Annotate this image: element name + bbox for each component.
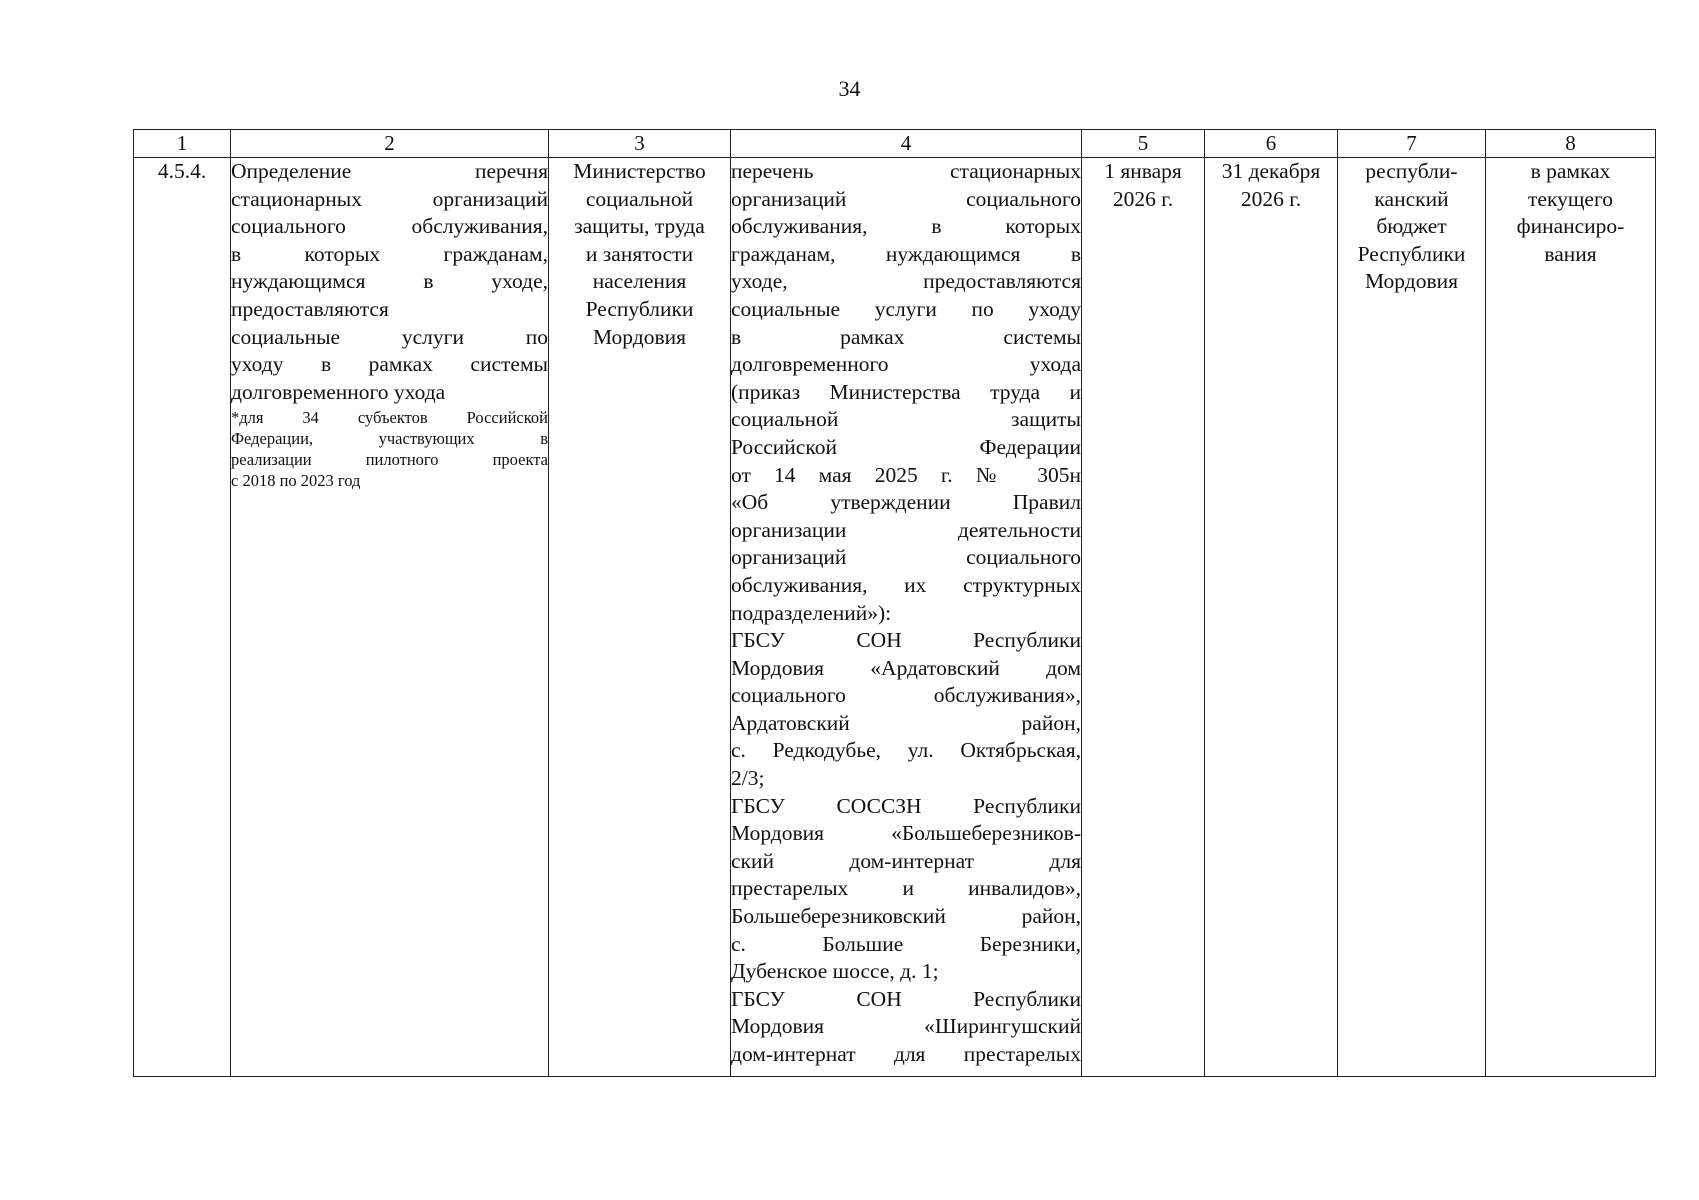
start-date [1082,158,1205,1077]
expected-result [731,158,1082,1077]
text-line: 2026 г. [1240,186,1302,211]
column-header-3: 3 [549,130,731,158]
text-line: 2026 г. [1112,186,1174,211]
text-line: перечень стационарных [731,159,1081,183]
text-line: социального обслуживания», [731,683,1081,708]
text-line: Дубенское шоссе, д. 1; [731,959,939,984]
item-number: 4.5.4. [134,158,231,1077]
text-line: защиты, труда [574,214,705,239]
text-line: Российской Федерации [731,434,1081,459]
column-header-1: 1 [134,130,231,158]
page-number: 34 [838,76,861,101]
table-row [134,158,1656,1077]
column-header-6: 6 [1205,130,1338,158]
text-line: Республики [585,296,694,321]
expected-result-text [731,158,1081,1069]
text-line: реализации пилотного проекта [231,450,548,470]
text-line: обслуживания, в которых [731,214,1081,239]
text-line: 31 декабря [1221,159,1321,183]
text-line: ГБСУ СОССЗН Республики [731,793,1081,818]
text-line: Мордовия [1364,269,1459,294]
text-line: дом-интернат для престарелых [731,1042,1081,1066]
text-line: предоставляются [231,296,389,321]
text-line: организации деятельности [731,517,1081,542]
text-line: Республики [1357,241,1466,266]
text-line: социальной [585,186,694,211]
funding-source-text [1338,158,1485,296]
text-line: ГБСУ СОН Республики [731,986,1081,1011]
text-line: обслуживания, их структурных [731,572,1081,597]
text-line: долговременного ухода [731,352,1081,377]
text-line: социального обслуживания, [231,214,548,239]
text-line: от 14 мая 2025 г. № 305н [731,462,1081,487]
text-line: населения [592,269,687,294]
text-line: Мордовия «Ширингушский [731,1014,1081,1039]
text-line: Большеберезниковский район, [731,904,1081,929]
text-line: ский дом-интернат для [731,848,1081,873]
activity-description [231,158,549,1077]
start-date-text [1082,158,1204,213]
text-line: (приказ Министерства труда и [731,379,1081,404]
text-line: ГБСУ СОН Республики [731,628,1081,653]
end-date [1205,158,1338,1077]
text-line: социальные услуги по [231,324,548,349]
text-line: подразделений»): [731,600,892,625]
text-line: социальной защиты [731,407,1081,432]
activity-footnote [231,407,548,491]
text-line: с 2018 по 2023 год [231,471,361,491]
text-line: стационарных организаций [231,186,548,211]
text-line: Мордовия [592,324,687,349]
text-line: Мордовия «Ардатовский дом [731,655,1081,680]
text-line: канский [1374,186,1449,211]
funding-amount [1486,158,1656,1077]
column-header-4: 4 [731,130,1082,158]
text-line: уходе, предоставляются [731,269,1081,294]
column-header-5: 5 [1082,130,1205,158]
funding-amount-text [1486,158,1655,268]
text-line: с. Большие Березники, [731,931,1081,956]
text-line: долговременного ухода [231,379,446,404]
text-line: 2/3; [731,766,765,791]
end-date-text [1205,158,1337,213]
column-header-2: 2 [231,130,549,158]
text-line: нуждающимся в уходе, [231,269,548,294]
plan-table [133,129,1656,1077]
text-line: бюджет [1376,214,1447,239]
text-line: престарелых и инвалидов», [731,876,1081,901]
responsible-executor [549,158,731,1077]
text-line: Мордовия «Большеберезников- [731,821,1081,846]
text-line: Определение перечня [231,159,548,183]
text-line: и занятости [585,241,694,266]
text-line: финансиро- [1516,214,1625,239]
text-line: организаций социального [731,545,1081,570]
text-line: в рамках [1530,159,1611,183]
text-line: с. Редкодубье, ул. Октябрьская, [731,738,1081,763]
text-line: Ардатовский район, [731,710,1081,735]
text-line: *для 34 субъектов Российской [231,408,548,428]
text-line: Федерации, участвующих в [231,429,548,449]
text-line: текущего [1528,186,1613,211]
text-line: гражданам, нуждающимся в [731,241,1081,266]
text-line: организаций социального [731,186,1081,211]
text-line: «Об утверждении Правил [731,490,1081,515]
column-header-8: 8 [1486,130,1656,158]
responsible-executor-text [549,158,730,351]
activity-text [231,158,548,406]
text-line: в которых гражданам, [231,241,548,266]
funding-source [1338,158,1486,1077]
column-header-7: 7 [1338,130,1486,158]
text-line: 1 января [1104,159,1182,183]
text-line: в рамках системы [731,324,1081,349]
text-line: уходу в рамках системы [231,352,548,377]
text-line: вания [1544,241,1597,266]
text-line: республи- [1365,159,1458,183]
text-line: Министерство [573,159,706,183]
text-line: социальные услуги по уходу [731,296,1081,321]
header-row [134,130,1656,158]
